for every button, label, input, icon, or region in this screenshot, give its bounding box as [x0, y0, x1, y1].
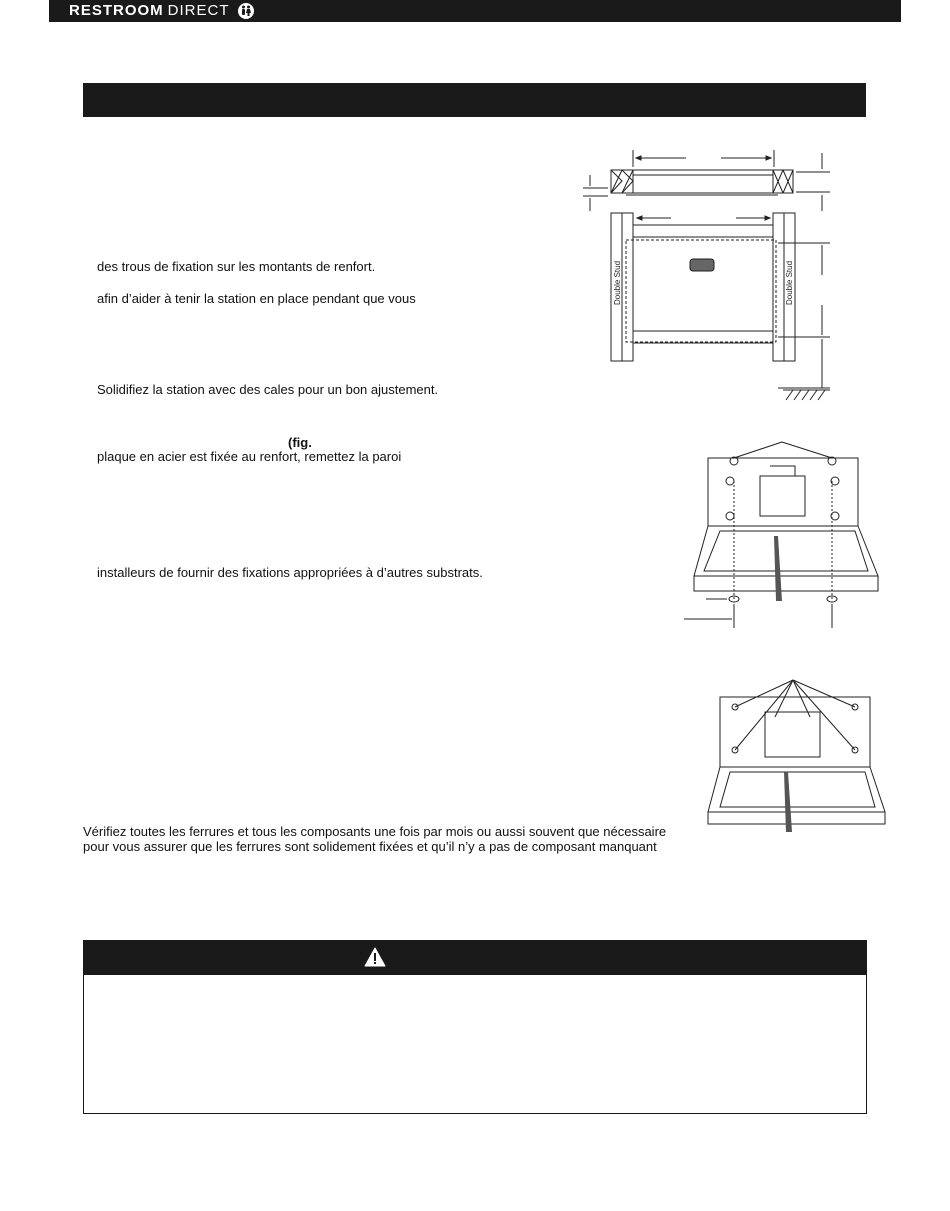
instruction-line-7: pour vous assurer que les ferrures sont solidement fixées et qu’il n’y a pas de composant manquant	[83, 839, 657, 854]
brand-name-light: DIRECT	[167, 2, 230, 19]
station-mounting-figure-2	[700, 672, 890, 832]
brand-header	[49, 0, 901, 22]
warning-box	[83, 940, 867, 1114]
instruction-line-5: installeurs de fournir des fixations appropriées à d’autres substrats.	[97, 565, 483, 580]
figure-reference: (fig.	[288, 435, 312, 450]
warning-header-bar	[84, 941, 866, 975]
restroom-people-icon	[238, 3, 254, 19]
instruction-line-6: Vérifiez toutes les ferrures et tous les composants une fois par mois ou aussi souvent que nécessaire	[83, 824, 667, 839]
instruction-line-4: plaque en acier est fixée au renfort, remettez la paroi	[97, 449, 402, 464]
brand-logo	[69, 2, 254, 20]
instruction-line-3: Solidifiez la station avec des cales pour un bon ajustement.	[97, 382, 439, 397]
warning-triangle-icon	[364, 947, 386, 967]
framing-diagram	[578, 145, 838, 405]
instruction-line-1: des trous de fixation sur les montants de renfort.	[97, 259, 376, 274]
brand-name-bold: RESTROOM	[69, 2, 164, 19]
stud-label-right: Double Stud	[785, 260, 794, 305]
section-heading-bar	[83, 83, 866, 117]
station-mounting-figure-1	[680, 436, 890, 636]
instruction-line-2: afin d’aider à tenir la station en place pendant que vous	[97, 291, 416, 306]
stud-label-left: Double Stud	[613, 260, 622, 305]
